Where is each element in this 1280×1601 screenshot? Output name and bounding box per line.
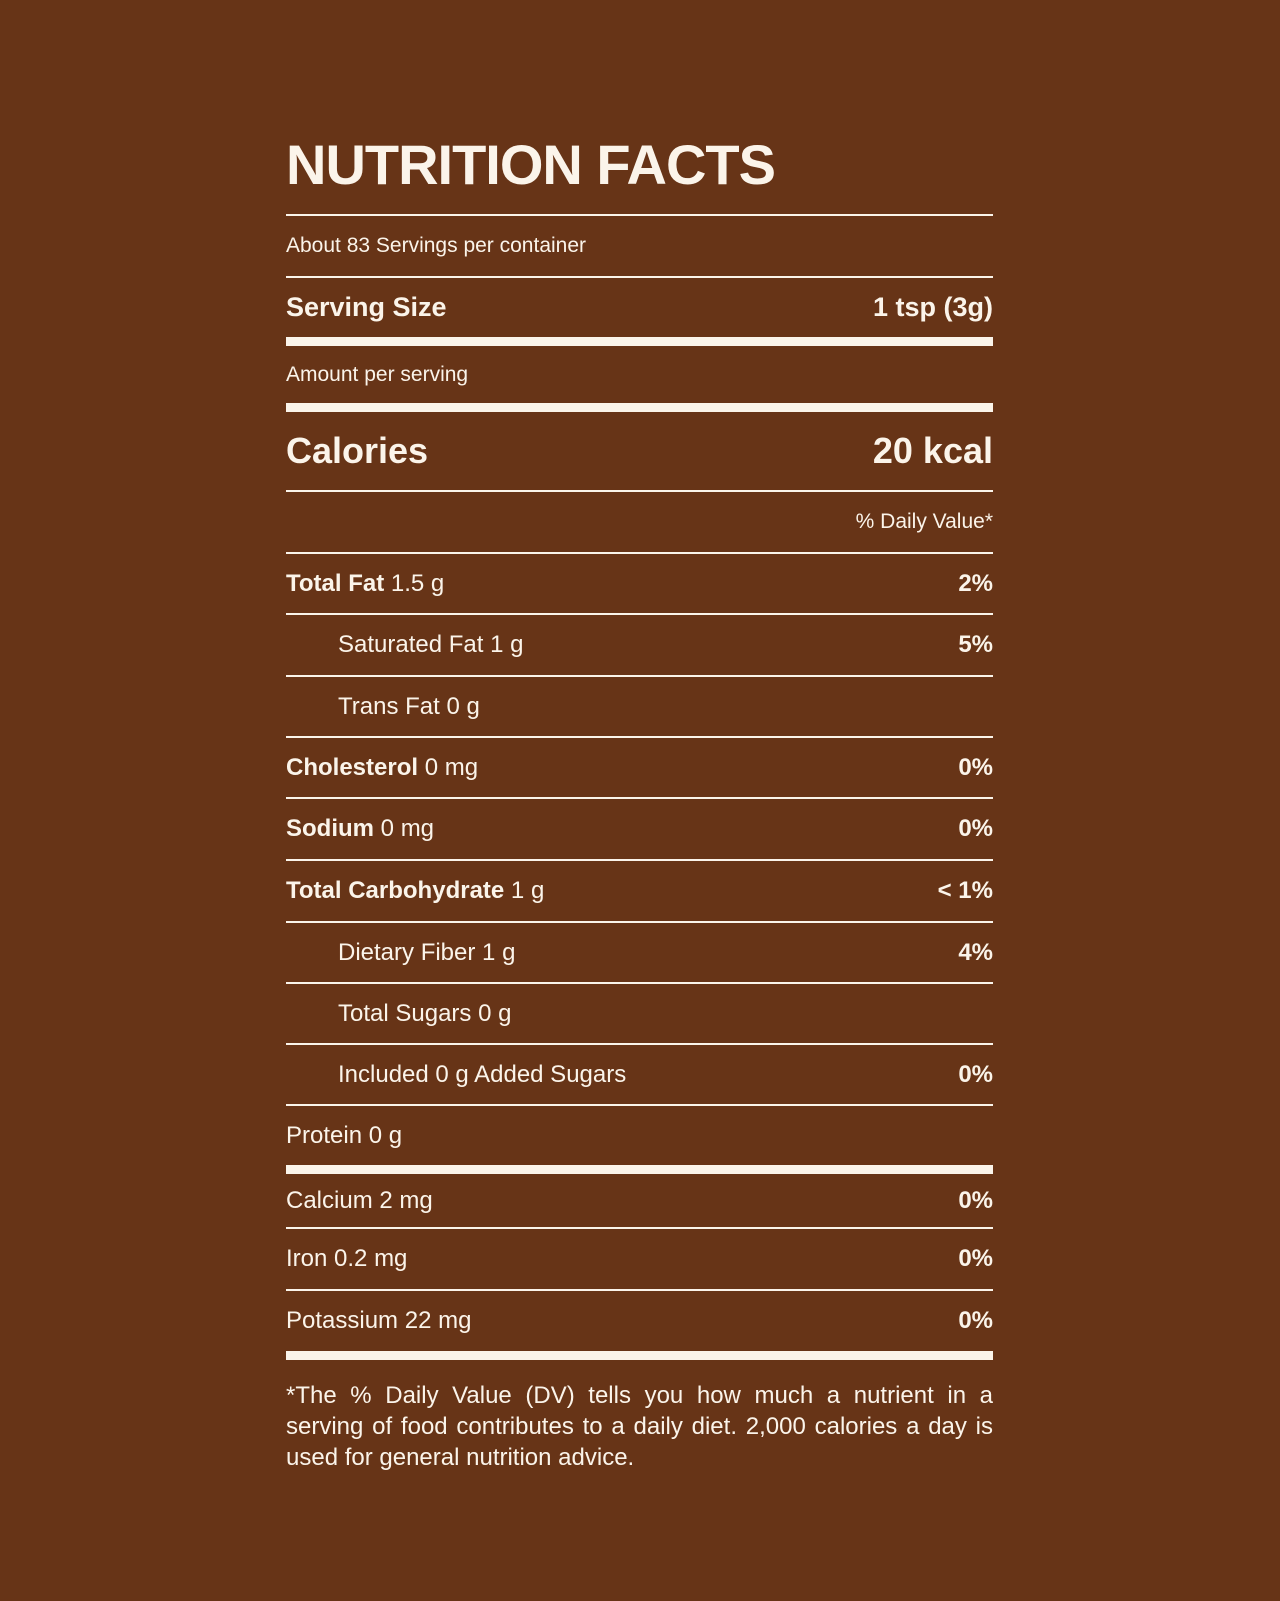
mineral-name: Calcium (286, 1186, 373, 1214)
nutrient-amount: 1 g (482, 938, 516, 966)
servings-per-container: About 83 Servings per container (286, 234, 587, 257)
daily-value-header-row (286, 490, 993, 552)
nutrient-row-cholesterol (286, 736, 993, 797)
nutrient-dv: 4% (958, 938, 993, 966)
nutrient-amount: 1 g (490, 631, 524, 658)
nutrient-name: Saturated Fat (338, 631, 484, 658)
nutrient-amount: 0 g (478, 999, 512, 1027)
mineral-amount: 22 mg (404, 1307, 472, 1334)
nutrient-amount: 0 g (368, 1121, 403, 1149)
nutrient-dv: 2% (958, 569, 993, 597)
nutrient-row-protein (286, 1104, 993, 1165)
nutrient-name: Dietary Fiber (338, 938, 476, 966)
footnote: *The % Daily Value (DV) tells you how much a nutrient in a serving of food contributes to a daily diet. 2,000 calories a day is used for general nutrition advice. (286, 1351, 993, 1473)
nutrient-row-trans-fat (286, 675, 993, 736)
nutrient-name: Total Fat (286, 569, 385, 597)
nutrient-name: Included 0 g Added Sugars (338, 1060, 627, 1088)
nutrient-row-total-fat (286, 552, 993, 613)
nutrient-amount: 1.5 g (390, 569, 445, 597)
servings-row (286, 214, 993, 276)
daily-value-header: % Daily Value* (855, 510, 993, 533)
nutrient-dv: 0% (958, 815, 993, 842)
nutrient-name: Protein (286, 1121, 363, 1149)
nutrient-dv: 0% (958, 753, 993, 781)
mineral-name: Iron (286, 1245, 328, 1272)
nutrient-name: Sodium (286, 815, 374, 842)
nutrient-name: Total Carbohydrate (286, 877, 505, 904)
nutrient-name: Total Sugars (338, 999, 472, 1027)
nutrient-name: Trans Fat (338, 692, 440, 720)
nutrient-row-added-sugars (286, 1043, 993, 1104)
nutrient-amount: 0 mg (424, 753, 479, 781)
nutrient-row-saturated-fat (286, 613, 993, 675)
mineral-dv: 0% (958, 1186, 993, 1214)
mineral-row-calcium (286, 1165, 993, 1227)
nutrient-row-total-carbohydrate (286, 859, 993, 921)
serving-size-row (286, 276, 993, 337)
mineral-dv: 0% (958, 1245, 993, 1272)
mineral-row-iron (286, 1227, 993, 1289)
nutrient-amount: 0 mg (380, 815, 435, 842)
nutrient-row-dietary-fiber (286, 921, 993, 982)
nutrition-facts-label (286, 132, 993, 1473)
mineral-dv: 0% (958, 1307, 993, 1334)
mineral-row-potassium (286, 1289, 993, 1351)
calories-row (286, 403, 993, 490)
nutrient-amount: 0 g (446, 692, 480, 720)
label-title: NUTRITION FACTS (286, 133, 775, 196)
amount-per-serving: Amount per serving (286, 362, 469, 386)
mineral-amount: 0.2 mg (334, 1245, 408, 1272)
nutrient-dv: 5% (958, 631, 993, 658)
mineral-name: Potassium (286, 1307, 399, 1334)
nutrient-row-total-sugars (286, 982, 993, 1043)
calories-label: Calories (286, 430, 429, 471)
serving-size-label: Serving Size (286, 292, 447, 322)
serving-size-value: 1 tsp (3g) (872, 292, 993, 322)
nutrient-amount: 1 g (510, 877, 545, 904)
nutrient-dv: < 1% (937, 877, 993, 904)
nutrient-name: Cholesterol (286, 753, 419, 781)
amount-per-serving-row (286, 337, 993, 403)
calories-value: 20 kcal (872, 430, 993, 471)
nutrient-dv: 0% (958, 1060, 993, 1088)
nutrient-row-sodium (286, 797, 993, 859)
mineral-amount: 2 mg (379, 1186, 433, 1214)
